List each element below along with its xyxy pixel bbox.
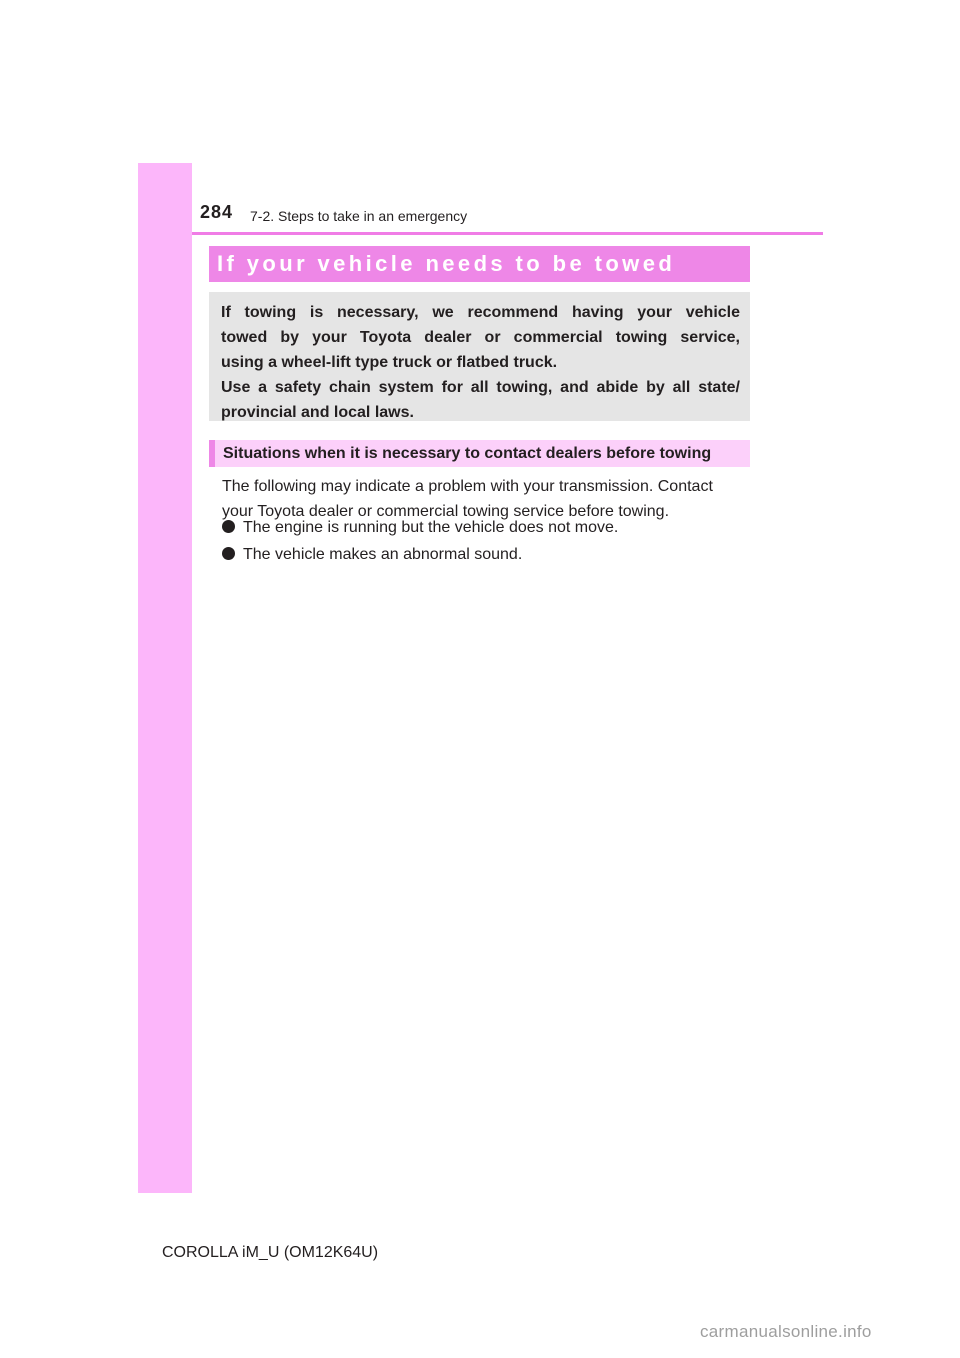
intro-box [209, 292, 750, 421]
section-title: If your vehicle needs to be towed [209, 246, 750, 282]
body-line: The following may indicate a problem with your transmission. Contact [222, 478, 713, 495]
list-item-text: The engine is running but the vehicle does not move. [243, 519, 619, 536]
bullet-icon [222, 520, 235, 533]
subheading: Situations when it is necessary to contact dealers before towing [209, 440, 750, 467]
intro-line: towed by your Toyota dealer or commercial towing service, [221, 329, 740, 346]
intro-line: provincial and local laws. [221, 404, 414, 421]
page-number: 284 [200, 202, 234, 222]
body-line: your Toyota dealer or commercial towing service before towing. [222, 503, 670, 520]
list-item-text: The vehicle makes an abnormal sound. [243, 546, 523, 563]
footer-model-code: COROLLA iM_U (OM12K64U) [162, 1244, 379, 1261]
intro-line: using a wheel-lift type truck or flatbed truck. [221, 354, 558, 371]
side-tab-band [138, 163, 192, 1193]
list-item [222, 515, 618, 540]
watermark[interactable]: carmanualsonline.info [700, 1322, 872, 1341]
header-rule [192, 232, 823, 235]
bullet-icon [222, 547, 235, 560]
list-item [222, 542, 522, 567]
intro-line: If towing is necessary, we recommend having your vehicle [221, 304, 740, 321]
section-path: 7-2. Steps to take in an emergency [250, 208, 468, 224]
intro-line: Use a safety chain system for all towing, and abide by all state/ [221, 379, 740, 396]
